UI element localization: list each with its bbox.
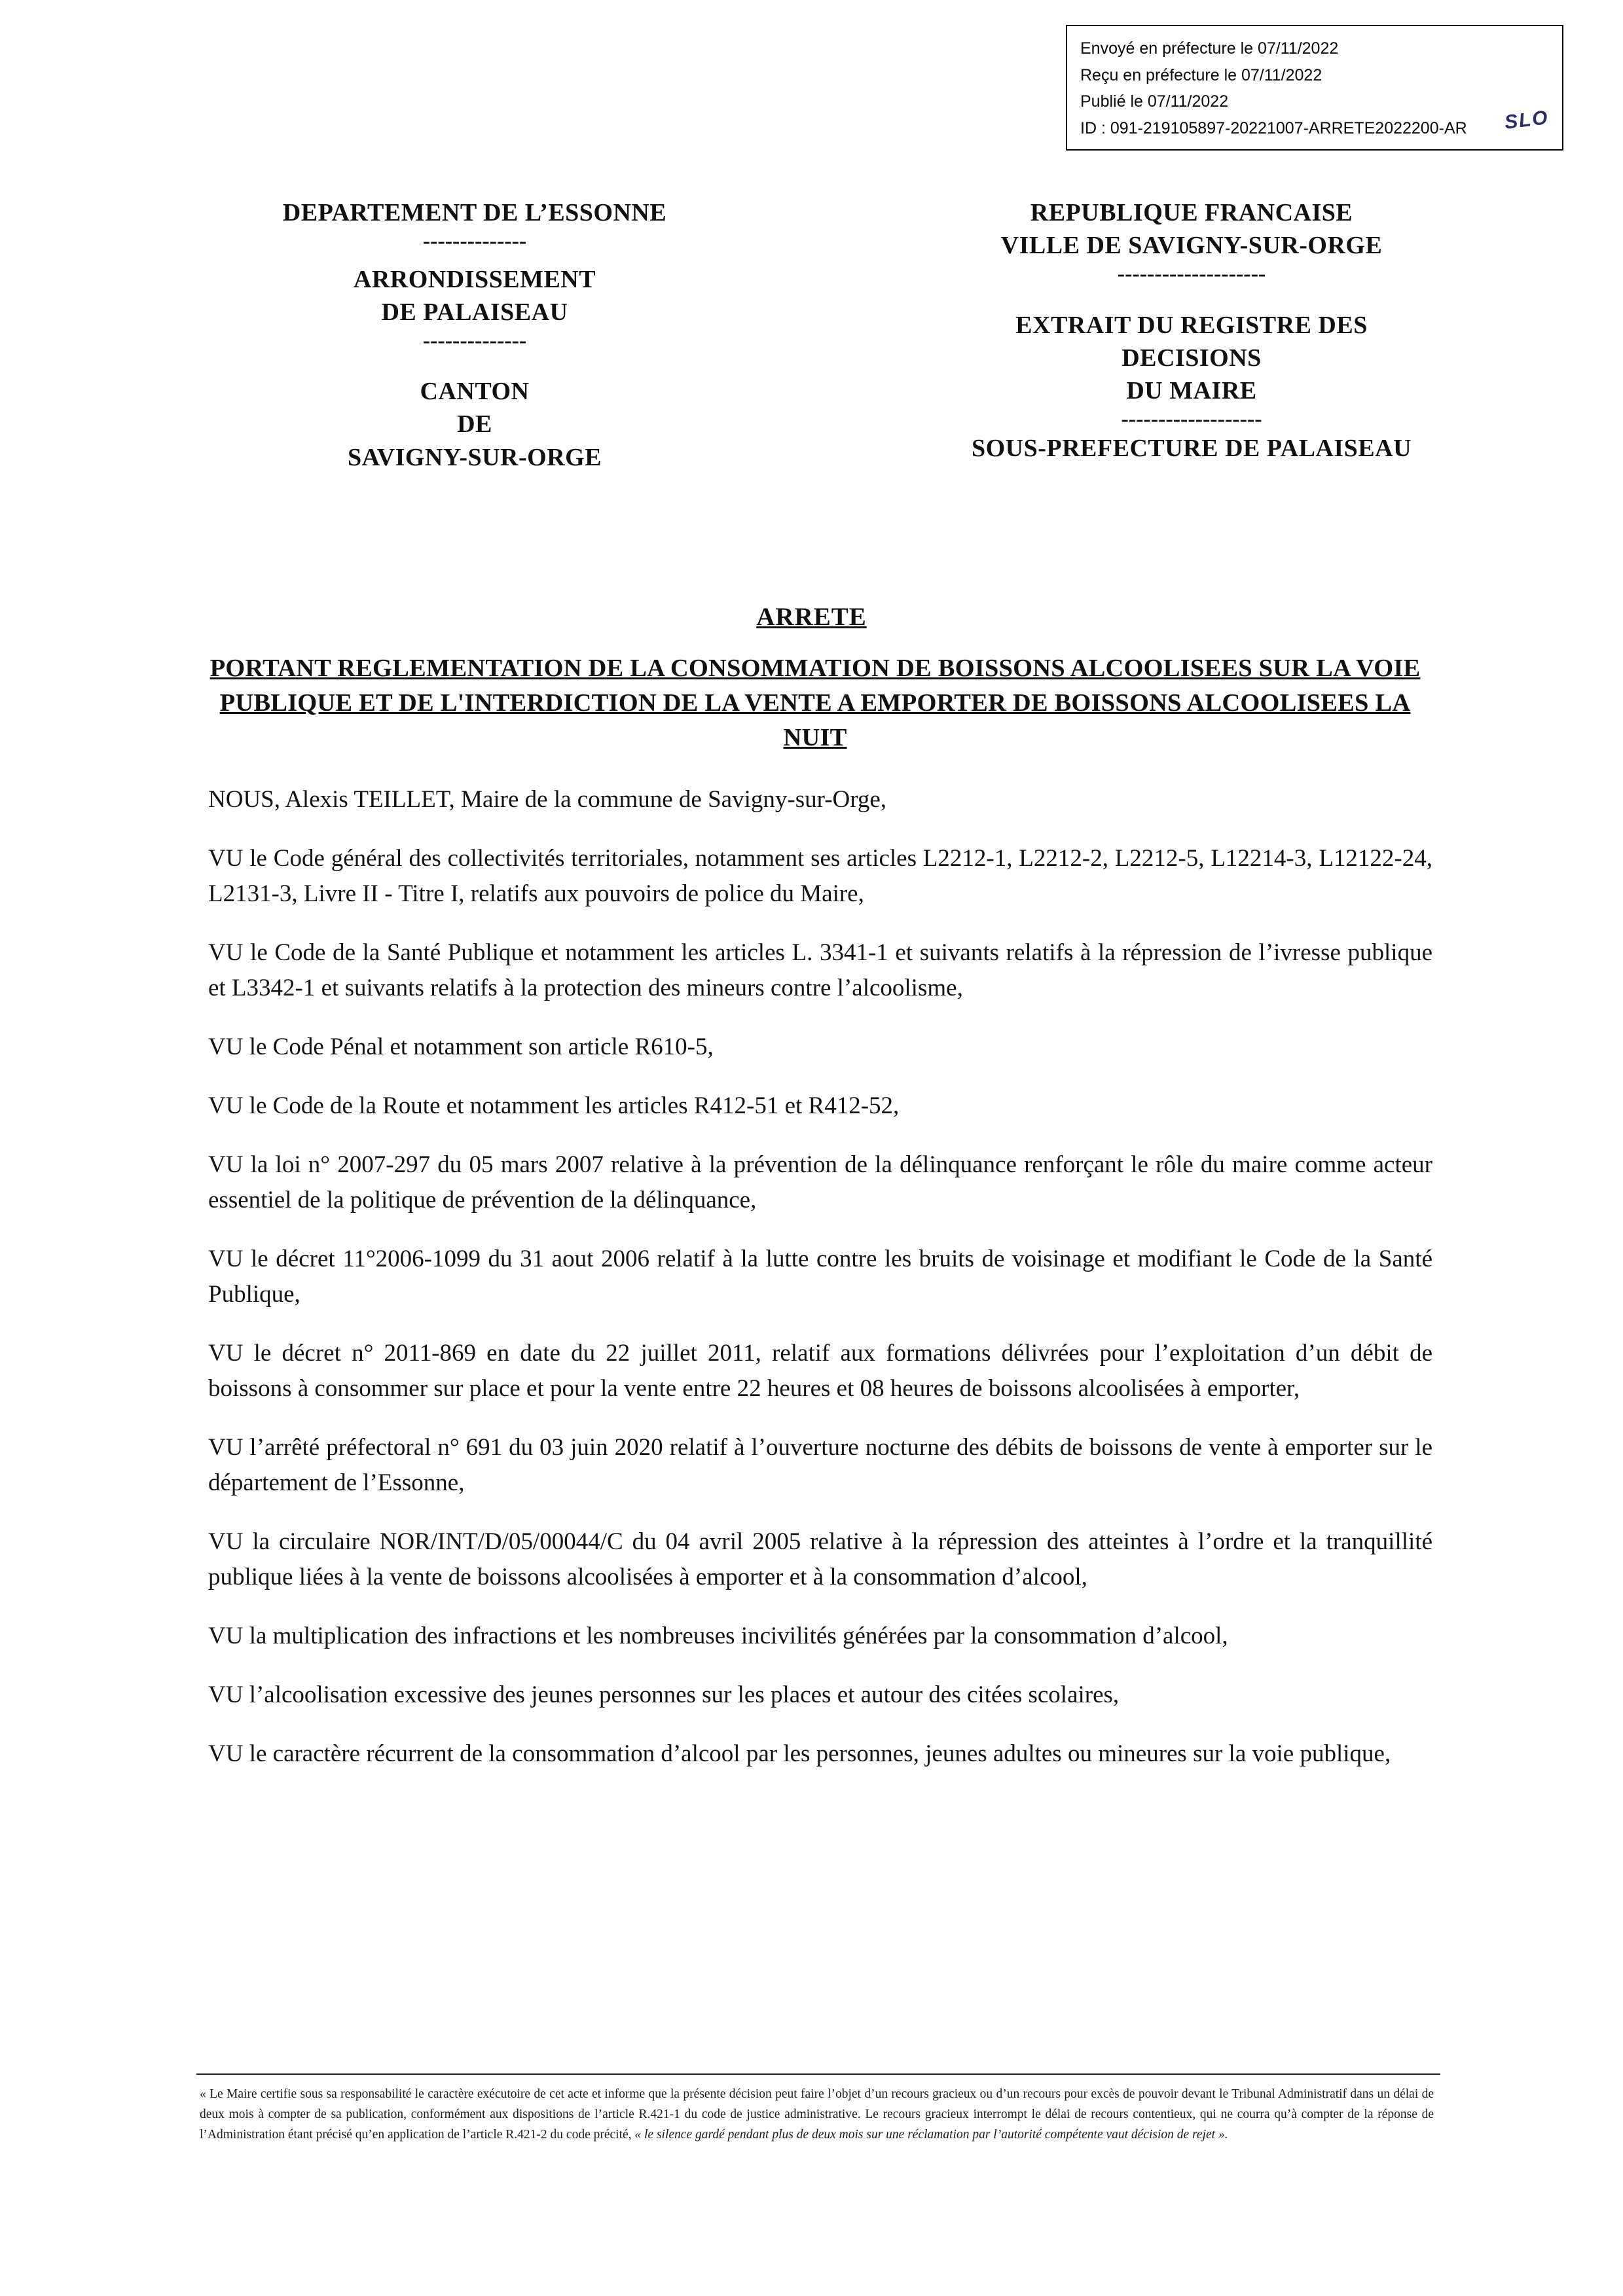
prefecture-stamp-box [1066, 25, 1563, 151]
document-subject-title: PORTANT REGLEMENTATION DE LA CONSOMMATION DE BOISSONS ALCOOLISEES SUR LA VOIE PUBLIQUE ET DE L'INTERDICTION DE LA VENTE A EMPORTER DE BOISSONS ALCOOLISEES LA NUIT [210, 655, 1421, 752]
header-left-column [164, 196, 786, 474]
document-header [0, 196, 1623, 504]
register-extract-line1: EXTRAIT DU REGISTRE DES [1015, 311, 1368, 339]
stamp-received-line: Reçu en préfecture le 07/11/2022 [1080, 65, 1322, 84]
right-separator-1: -------------------- [1117, 262, 1266, 287]
stamp-signature: SLO [1503, 107, 1550, 134]
document-body [208, 782, 1432, 1795]
stamp-id-line: ID : 091-219105897-20221007-ARRETE2022200-AR [1080, 118, 1467, 137]
footer-note-part1: « Le Maire certifie sous sa responsabilité le caractère exécutoire de cet acte et informe que la présente décision peut faire l’objet d’un recours gracieux ou d’un recours pour excès de pouvoir devant le Tribunal Administratif dans un délai de deux mois à compter de sa publication, conformément aux dispositions de l’article R.421-1 du code de justice administrative. Le recours gracieux interrompt le délai de recours contentieux, qui ne courra qu’à compter de la réponse de l’Administration étant précisé qu’en application de l’article R.421-2 du code précité, [200, 2087, 1434, 2142]
sous-prefecture-name: SOUS-PREFECTURE DE PALAISEAU [971, 434, 1412, 462]
page-title: ARRETE [756, 603, 867, 631]
paragraph-vu-cgct: VU le Code général des collectivités territoriales, notamment ses articles L2212-1, L2212-2, L2212-5, L12214-3, L12122-24, L2131-3, Livre II - Titre I, relatifs aux pouvoirs de police du Maire, [208, 845, 1432, 908]
canton-name: SAVIGNY-SUR-ORGE [347, 443, 602, 471]
paragraph-vu-sante-publique: VU le Code de la Santé Publique et notamment les articles L. 3341-1 et suivants relatifs à la répression de l’ivresse publique et L3342-1 et suivants relatifs à la protection des mineurs contre l’alcoolisme, [208, 939, 1432, 1002]
republic-name: REPUBLIQUE FRANCAISE [1030, 199, 1353, 226]
paragraph-vu-decret-2011: VU le décret n° 2011-869 en date du 22 juillet 2011, relatif aux formations délivrées pour l’exploitation d’un débit de boissons à consommer sur place et pour la vente entre 22 heures et 08 heures de boissons alcoolisées à emporter, [208, 1340, 1432, 1403]
canton-label: CANTON [420, 378, 530, 406]
paragraph-vu-caractere-recurrent: VU le caractère récurrent de la consommation d’alcool par les personnes, jeunes adultes ou mineures sur la voie publique, [208, 1740, 1391, 1768]
left-separator-1: -------------- [422, 229, 527, 254]
paragraph-vu-decret-2006: VU le décret 11°2006-1099 du 31 aout 2006 relatif à la lutte contre les bruits de voisinage et modifiant le Code de la Santé Publique, [208, 1246, 1432, 1308]
paragraph-vu-loi-2007: VU la loi n° 2007-297 du 05 mars 2007 relative à la prévention de la délinquance renforçant le rôle du maire comme acteur essentiel de la politique de prévention de la délinquance, [208, 1151, 1432, 1214]
arrondissement-name: DE PALAISEAU [381, 298, 568, 326]
footer-note-italic: « le silence gardé pendant plus de deux mois sur une réclamation par l’autorité compétente vaut décision de rejet ». [634, 2127, 1228, 2142]
register-extract-line3: DU MAIRE [1126, 377, 1257, 405]
footer-divider [196, 2073, 1440, 2075]
paragraph-vu-alcoolisation-jeunes: VU l’alcoolisation excessive des jeunes personnes sur les places et autour des citées scolaires, [208, 1681, 1120, 1709]
footer-legal-note [200, 2085, 1434, 2145]
left-separator-2: -------------- [422, 328, 527, 353]
paragraph-vu-circulaire: VU la circulaire NOR/INT/D/05/00044/C du 04 avril 2005 relative à la répression des atteintes à l’ordre et la tranquillité publique liées à la vente de boissons alcoolisées à emporter et à la consommation d’alcool, [208, 1528, 1432, 1591]
canton-de: DE [457, 410, 492, 439]
city-name: VILLE DE SAVIGNY-SUR-ORGE [1000, 232, 1383, 260]
arrondissement-label: ARRONDISSEMENT [353, 265, 596, 293]
right-separator-2: ------------------- [1121, 407, 1262, 432]
stamp-sent-line: Envoyé en préfecture le 07/11/2022 [1080, 39, 1339, 58]
department-name: DEPARTEMENT DE L’ESSONNE [282, 199, 667, 226]
stamp-published-line: Publié le 07/11/2022 [1080, 92, 1229, 111]
paragraph-vu-infractions: VU la multiplication des infractions et les nombreuses incivilités générées par la consommation d’alcool, [208, 1623, 1228, 1650]
register-extract-line2: DECISIONS [1122, 344, 1262, 372]
paragraph-intro: NOUS, Alexis TEILLET, Maire de la commune de Savigny-sur-Orge, [208, 786, 887, 813]
header-right-column [845, 196, 1539, 465]
paragraph-vu-code-route: VU le Code de la Route et notamment les articles R412-51 et R412-52, [208, 1092, 900, 1120]
paragraph-vu-arrete-prefectoral: VU l’arrêté préfectoral n° 691 du 03 juin 2020 relatif à l’ouverture nocturne des débits de boissons de vente à emporter sur le département de l’Essonne, [208, 1434, 1432, 1497]
paragraph-vu-code-penal: VU le Code Pénal et notamment son article R610-5, [208, 1033, 714, 1061]
